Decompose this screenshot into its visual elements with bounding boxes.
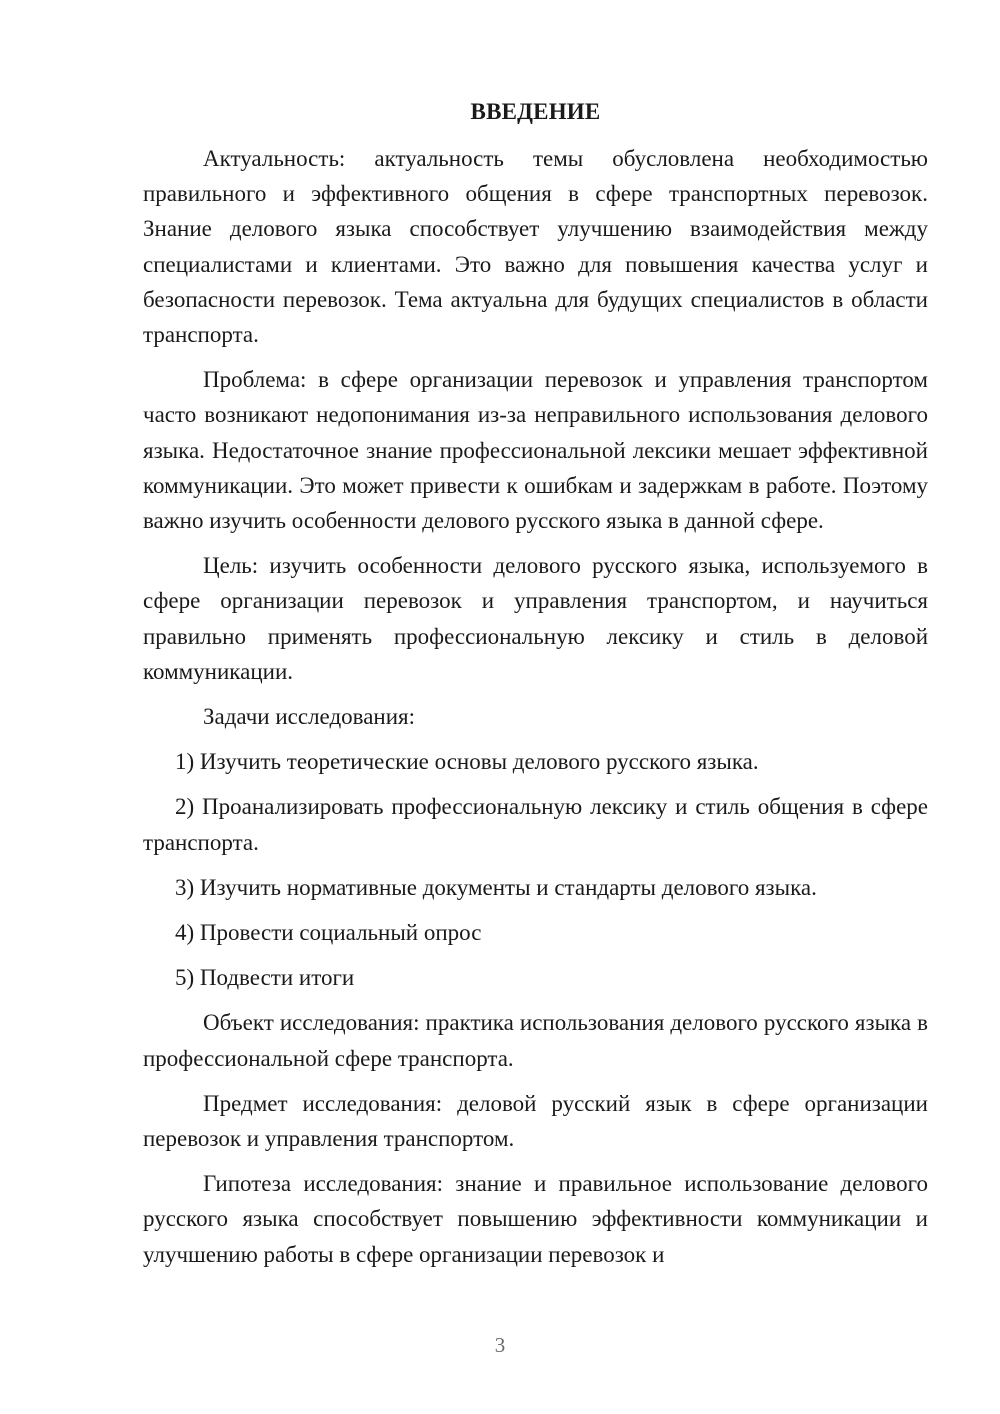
paragraph-problem: Проблема: в сфере организации перевозок и управления транспортом часто возникают недопонимания из-за неправильного использования делового языка. Недостаточное знание профессиональной лексики мешает эффективной коммуникации. Это может привести к ошибкам и задержкам в работе. Поэтому важно изучить особенности делового русского языка в данной сфере.	[143, 367, 928, 534]
task-item-5: 5) Подвести итоги	[175, 965, 355, 991]
task-item-3: 3) Изучить нормативные документы и стандарты делового языка.	[175, 874, 817, 900]
task-item-1: 1) Изучить теоретические основы делового русского языка.	[175, 749, 759, 775]
page-content	[143, 94, 928, 1282]
task-item-4: 4) Провести социальный опрос	[175, 920, 482, 946]
paragraph-hypothesis: Гипотеза исследования: знание и правильное использование делового русского языка способствует повышению эффективности коммуникации и улучшению работы в сфере организации перевозок и	[143, 1171, 928, 1267]
page-number: 3	[494, 1333, 506, 1357]
page-title: ВВЕДЕНИЕ	[470, 99, 601, 124]
paragraph-goal: Цель: изучить особенности делового русского языка, используемого в сфере организации перевозок и управления транспортом, и научиться правильно применять профессиональную лексику и стиль в деловой коммуникации.	[143, 553, 928, 684]
task-item-2: 2) Проанализировать профессиональную лексику и стиль общения в сфере транспорта.	[143, 794, 928, 855]
paragraph-subject: Предмет исследования: деловой русский язык в сфере организации перевозок и управления транспортом.	[143, 1090, 928, 1152]
tasks-heading: Задачи исследования:	[203, 704, 416, 730]
paragraph-relevance: Актуальность: актуальность темы обусловлена необходимостью правильного и эффективного общения в сфере транспортных перевозок. Знание делового языка способствует улучшению взаимодействия между специалистами и клиентами. Это важно для повышения качества услуг и безопасности перевозок. Тема актуальна для будущих специалистов в области транспорта.	[143, 146, 928, 348]
paragraph-object: Объект исследования: практика использования делового русского языка в профессиональной сфере транспорта.	[143, 1010, 928, 1071]
